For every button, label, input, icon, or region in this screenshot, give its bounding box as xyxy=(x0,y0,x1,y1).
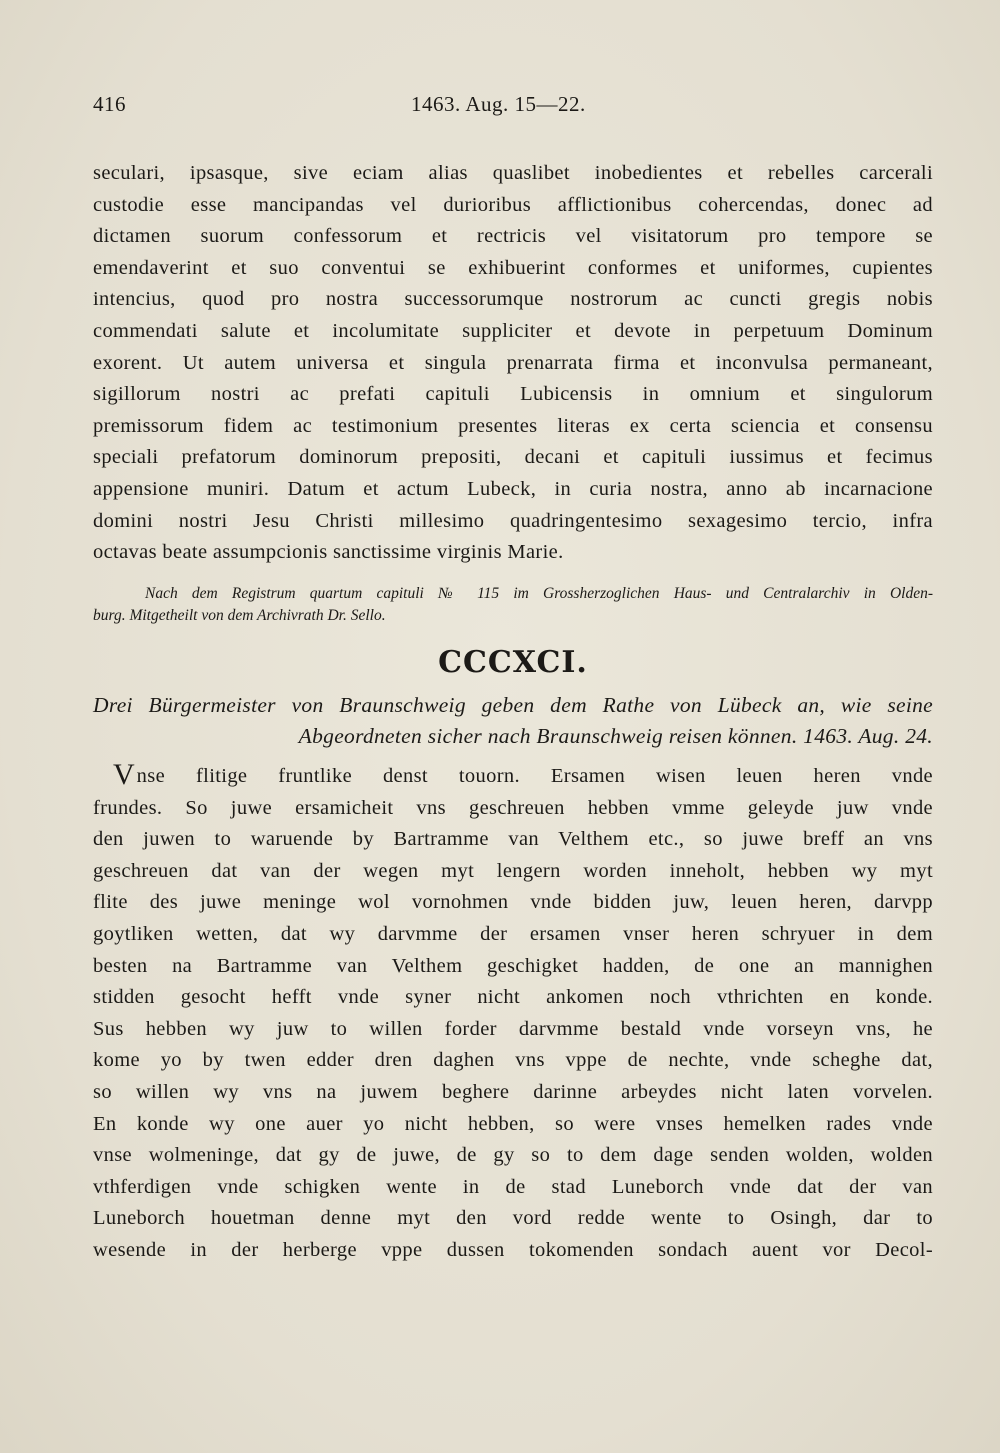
source-note-line: burg. Mitgetheilt von dem Archivrath Dr. Sello. xyxy=(93,607,386,624)
text-line: seculari, ipsasque, sive eciam alias quaslibet inobedientes et rebelles carcerali xyxy=(93,162,933,184)
first-line-text: nse flitige fruntlike denst touorn. Ersamen wisen leuen heren vnde xyxy=(136,765,933,787)
text-line: En konde wy one auer yo nicht hebben, so were vnses hemelken rades vnde xyxy=(93,1112,933,1135)
text-line: besten na Bartramme van Velthem geschigket hadden, de one an mannighen xyxy=(93,954,933,977)
text-line-first xyxy=(93,758,933,793)
text-line: octavas beate assumpcionis sanctissime virginis Marie. xyxy=(93,541,564,564)
text-line: kome yo by twen edder dren daghen vns vppe de nechte, vnde scheghe dat, xyxy=(93,1049,933,1072)
text-line: so willen wy vns na juwem beghere darinne arbeydes nicht laten vorvelen. xyxy=(93,1080,933,1103)
text-line: goytliken wetten, dat wy darvmme der ersamen vnser heren schryuer in dem xyxy=(93,922,933,945)
page-header xyxy=(93,92,933,122)
source-note xyxy=(93,583,933,627)
text-line: speciali prefatorum dominorum prepositi, decani et capituli iussimus et fecimus xyxy=(93,446,933,469)
text-line: appensione muniri. Datum et actum Lubeck, in curia nostra, anno ab incarnacione xyxy=(93,477,933,500)
text-line: Luneborch houetman denne myt den vord redde wente to Osingh, dar to xyxy=(93,1207,933,1230)
document-title xyxy=(93,690,933,752)
page-number: 416 xyxy=(93,92,126,116)
letter-text xyxy=(93,758,933,1267)
text-line: Sus hebben wy juw to willen forder darvmme bestald vnde vorseyn vns, he xyxy=(93,1017,933,1040)
text-line: geschreuen dat van der wegen myt lengern worden inneholt, hebben wy myt xyxy=(93,859,933,882)
text-line: den juwen to waruende by Bartramme van Velthem etc., so juwe breff an vns xyxy=(93,828,933,851)
text-line: sigillorum nostri ac prefati capituli Lubicensis in omnium et singulorum xyxy=(93,383,933,406)
text-line: emendaverint et suo conventui se exhibuerint conformes et uniformes, cupientes xyxy=(93,256,933,279)
text-line: premissorum fidem ac testimonium presentes literas ex certa sciencia et consensu xyxy=(93,414,933,437)
text-line: custodie esse mancipandas vel durioribus afflictionibus cohercendas, donec ad xyxy=(93,193,933,216)
running-header-date: 1463. Aug. 15—22. xyxy=(411,92,586,116)
text-line: stidden gesocht hefft vnde syner nicht ankomen noch vthrichten en konde. xyxy=(93,986,933,1009)
text-line: commendati salute et incolumitate suppliciter et devote in perpetuum Dominum xyxy=(93,319,933,342)
text-line: wesende in der herberge vppe dussen tokomenden sondach auent vor Decol- xyxy=(93,1238,933,1261)
text-line: dictamen suorum confessorum et rectricis vel visitatorum pro tempore se xyxy=(93,225,933,248)
document-title-line: Drei Bürgermeister von Braunschweig geben dem Rathe von Lübeck an, wie seine xyxy=(93,693,933,717)
text-line: flite des juwe meninge wol vornohmen vnde bidden juw, leuen heren, darvpp xyxy=(93,891,933,914)
document-title-line: Abgeordneten sicher nach Braunschweig reisen können. 1463. Aug. 24. xyxy=(298,724,933,748)
body-text-continued xyxy=(93,158,933,569)
text-line: vthferdigen vnde schigken wente in de stad Luneborch vnde dat der van xyxy=(93,1175,933,1198)
source-note-line: Nach dem Registrum quartum capituli № 115 im Grossherzoglichen Haus- und Centralarchiv in Olden- xyxy=(145,585,933,602)
drop-cap: V xyxy=(113,758,137,791)
text-line: domini nostri Jesu Christi millesimo quadringentesimo sexagesimo tercio, infra xyxy=(93,509,933,532)
text-line: frundes. So juwe ersamicheit vns geschreuen hebben vmme geleyde juw vnde xyxy=(93,796,933,819)
text-line: vnse wolmeninge, dat gy de juwe, de gy so to dem dage senden wolden, wolden xyxy=(93,1144,933,1167)
text-line: intencius, quod pro nostra successorumque nostrorum ac cuncti gregis nobis xyxy=(93,288,933,311)
document-number: CCCXCI. xyxy=(438,645,588,680)
text-line: exorent. Ut autem universa et singula prenarrata firma et inconvulsa permaneant, xyxy=(93,351,933,374)
